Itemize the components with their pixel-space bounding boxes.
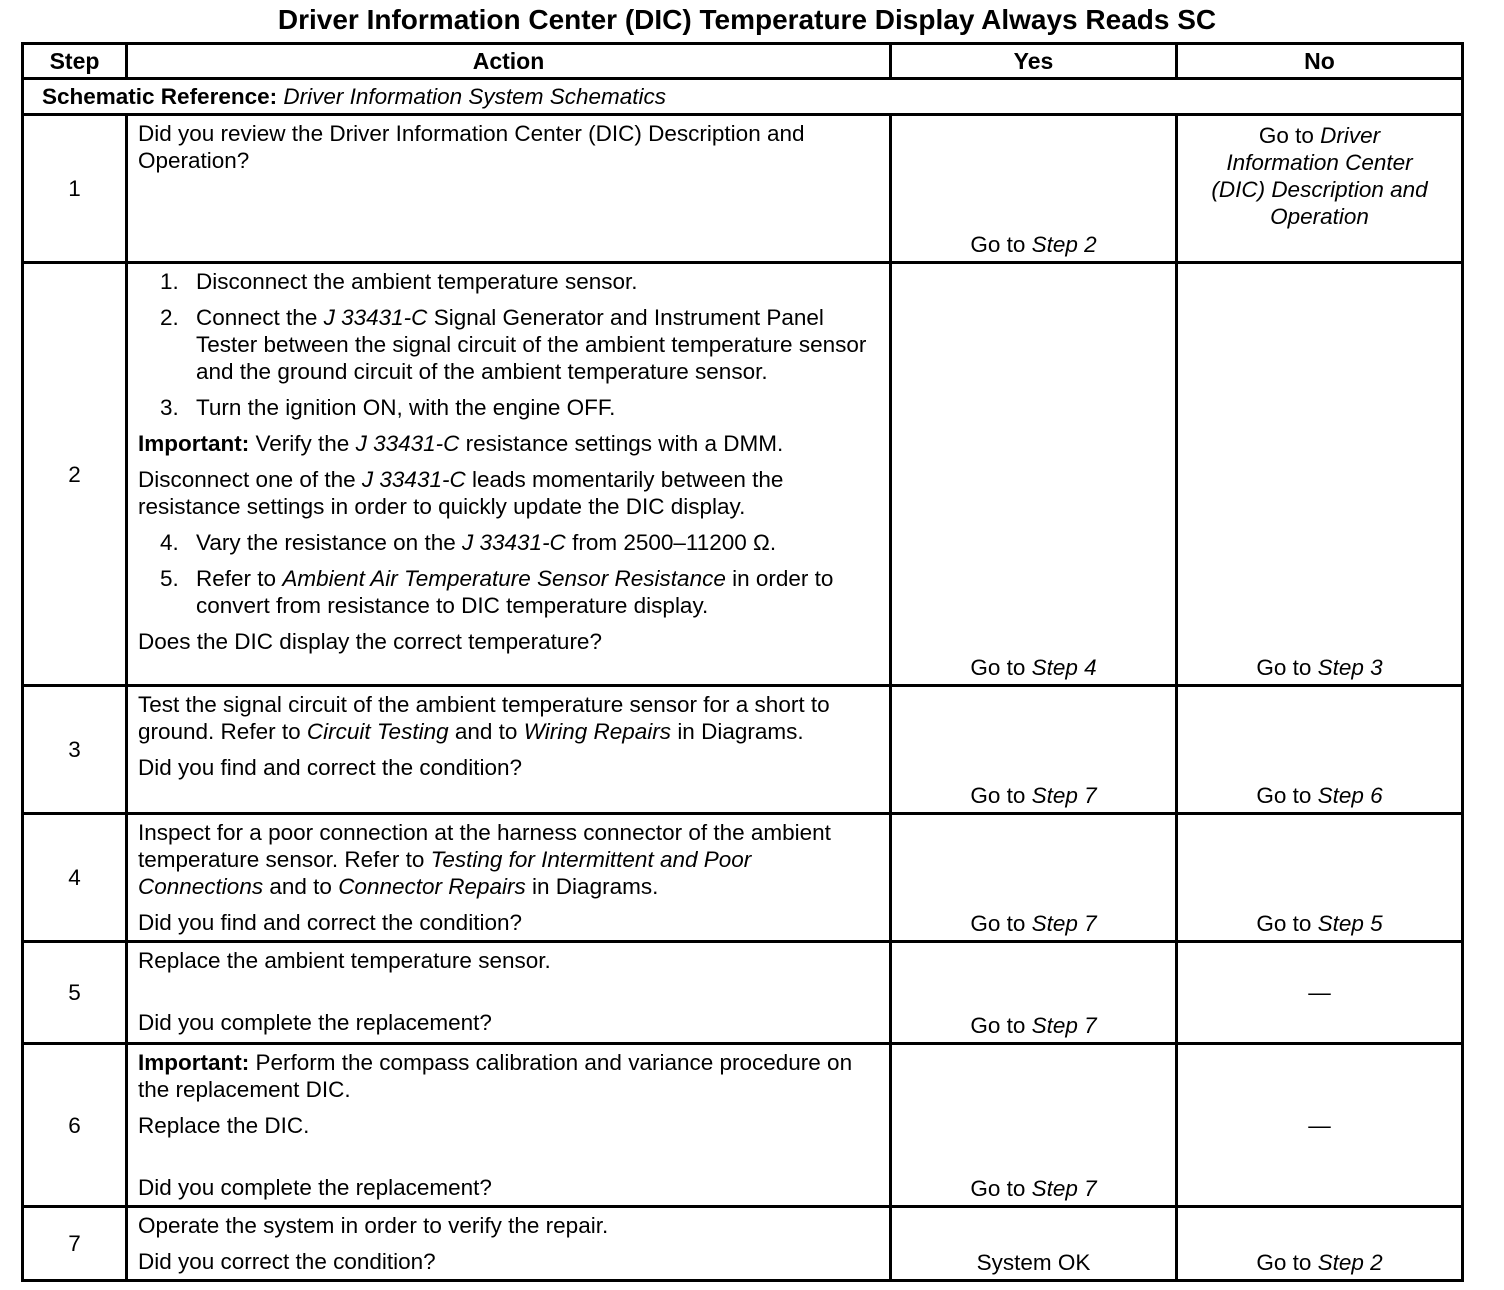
page-title: Driver Information Center (DIC) Temperature Display Always Reads SC — [277, 4, 1217, 35]
schematic-reference-label: Schematic Reference: — [42, 84, 278, 109]
step-action — [127, 1207, 891, 1281]
diagnostic-table — [21, 42, 1464, 1282]
action-list-item: 5. Refer to Ambient Air Temperature Sensor Resistance in order to convert from resistance to DIC temperature display. — [160, 566, 834, 618]
no-result — [1177, 115, 1463, 263]
step-action — [127, 942, 891, 1044]
header-yes: Yes — [891, 44, 1177, 79]
step-number: 7 — [23, 1207, 127, 1281]
go-to-text: Go to — [970, 232, 1026, 257]
yes-result — [891, 263, 1177, 686]
step-row-5 — [23, 942, 1463, 1044]
yes-result — [891, 1207, 1177, 1281]
no-step-link[interactable]: Step 6 — [1317, 783, 1383, 808]
action-question: Did you complete the replacement? — [138, 1010, 492, 1035]
step-number: 5 — [23, 942, 127, 1044]
yes-step-link[interactable]: Step 7 — [1031, 783, 1097, 808]
yes-step-link[interactable]: Step 7 — [1031, 1176, 1097, 1201]
go-to-text: Go to — [970, 1176, 1026, 1201]
go-to-text: Go to — [970, 1013, 1026, 1038]
go-to-text: Go to — [1256, 655, 1312, 680]
no-result — [1177, 1044, 1463, 1207]
step-action — [127, 115, 891, 263]
system-ok-text: System OK — [976, 1250, 1091, 1275]
document-reference[interactable]: Ambient Air Temperature Sensor Resistance — [282, 566, 726, 591]
document-reference[interactable]: Connector Repairs — [338, 874, 526, 899]
important-label: Important: — [138, 431, 250, 456]
important-note: Important: Perform the compass calibration and variance procedure on the replacement DIC. — [138, 1050, 853, 1102]
go-to-text: Go to — [1258, 123, 1314, 148]
header-row — [23, 44, 1463, 79]
action-text: Inspect for a poor connection at the harness connector of the ambient temperature sensor. Refer to Testing for Intermittent and Poor Connections and to Connector Repairs in Diagrams. — [138, 820, 831, 899]
yes-result — [891, 686, 1177, 814]
no-result — [1177, 1207, 1463, 1281]
action-question: Did you find and correct the condition? — [138, 755, 522, 780]
step-number: 2 — [23, 263, 127, 686]
no-step-link[interactable]: Step 3 — [1317, 655, 1383, 680]
important-label: Important: — [138, 1050, 250, 1075]
action-list-item: 2. Connect the J 33431-C Signal Generator and Instrument Panel Tester between the signal circuit of the ambient temperature sensor and the ground circuit of the ambient temperature sensor. — [160, 305, 867, 384]
yes-result — [891, 942, 1177, 1044]
yes-result — [891, 814, 1177, 942]
step-row-3 — [23, 686, 1463, 814]
step-row-2 — [23, 263, 1463, 686]
document-reference[interactable]: Wiring Repairs — [523, 719, 672, 744]
no-result — [1177, 942, 1463, 1044]
step-row-4 — [23, 814, 1463, 942]
header-no: No — [1177, 44, 1463, 79]
go-to-text: Go to — [1256, 783, 1312, 808]
no-result — [1177, 814, 1463, 942]
step-row-1 — [23, 115, 1463, 263]
action-text: Test the signal circuit of the ambient temperature sensor for a short to ground. Refer to Circuit Testing and to Wiring Repairs in Diagrams. — [138, 692, 830, 744]
step-number: 3 — [23, 686, 127, 814]
no-step-link[interactable]: Step 5 — [1317, 911, 1383, 936]
no-result-dash: — — [1308, 1112, 1331, 1138]
step-number: 6 — [23, 1044, 127, 1207]
action-text: Replace the DIC. — [138, 1113, 310, 1138]
yes-step-link[interactable]: Step 7 — [1031, 1013, 1097, 1038]
header-action: Action — [127, 44, 891, 79]
tool-reference[interactable]: J 33431-C — [355, 431, 460, 456]
step-action — [127, 814, 891, 942]
schematic-reference-link[interactable]: Driver Information System Schematics — [283, 84, 666, 109]
action-question: Does the DIC display the correct temperature? — [138, 629, 602, 654]
step-number: 4 — [23, 814, 127, 942]
yes-step-link[interactable]: Step 4 — [1031, 655, 1097, 680]
schematic-reference — [23, 79, 1463, 115]
step-action — [127, 686, 891, 814]
no-result-dash: — — [1308, 980, 1331, 1005]
action-note: Disconnect one of the J 33431-C leads momentarily between the resistance settings in order to quickly update the DIC display. — [138, 467, 784, 519]
yes-result — [891, 115, 1177, 263]
action-text: Replace the ambient temperature sensor. — [138, 948, 551, 973]
go-to-text: Go to — [970, 655, 1026, 680]
no-step-link[interactable]: Driver Information Center (DIC) Description and Operation — [1211, 123, 1428, 229]
schematic-reference-row — [23, 79, 1463, 115]
action-list-item: 4. Vary the resistance on the J 33431-C from 2500–11200 Ω. — [160, 530, 777, 555]
action-question: Did you correct the condition? — [138, 1249, 436, 1274]
go-to-text: Go to — [1256, 1250, 1312, 1275]
step-action — [127, 1044, 891, 1207]
step-row-7 — [23, 1207, 1463, 1281]
no-result — [1177, 686, 1463, 814]
go-to-text: Go to — [970, 911, 1026, 936]
tool-reference[interactable]: J 33431-C — [462, 530, 566, 555]
document-reference[interactable]: Testing for Intermittent and Poor Connections — [138, 847, 752, 899]
step-row-6 — [23, 1044, 1463, 1207]
step-number: 1 — [23, 115, 127, 263]
tool-reference[interactable]: J 33431-C — [361, 467, 466, 492]
important-note: Important: Verify the J 33431-C resistance settings with a DMM. — [138, 431, 784, 456]
no-result — [1177, 263, 1463, 686]
action-question: Did you find and correct the condition? — [138, 910, 522, 935]
action-text: Operate the system in order to verify the repair. — [138, 1213, 609, 1238]
yes-step-link[interactable]: Step 7 — [1031, 911, 1097, 936]
yes-result — [891, 1044, 1177, 1207]
step-action — [127, 263, 891, 686]
tool-reference[interactable]: J 33431-C — [323, 305, 428, 330]
go-to-text: Go to — [970, 783, 1026, 808]
go-to-text: Go to — [1256, 911, 1312, 936]
header-step: Step — [23, 44, 127, 79]
action-question: Did you review the Driver Information Center (DIC) Description and Operation? — [138, 121, 805, 173]
action-list-item: 3. Turn the ignition ON, with the engine OFF. — [160, 395, 616, 420]
action-list-item: 1. Disconnect the ambient temperature sensor. — [160, 269, 638, 294]
no-step-link[interactable]: Step 2 — [1317, 1250, 1383, 1275]
document-reference[interactable]: Circuit Testing — [306, 719, 449, 744]
action-question: Did you complete the replacement? — [138, 1175, 492, 1200]
yes-step-link[interactable]: Step 2 — [1031, 232, 1097, 257]
